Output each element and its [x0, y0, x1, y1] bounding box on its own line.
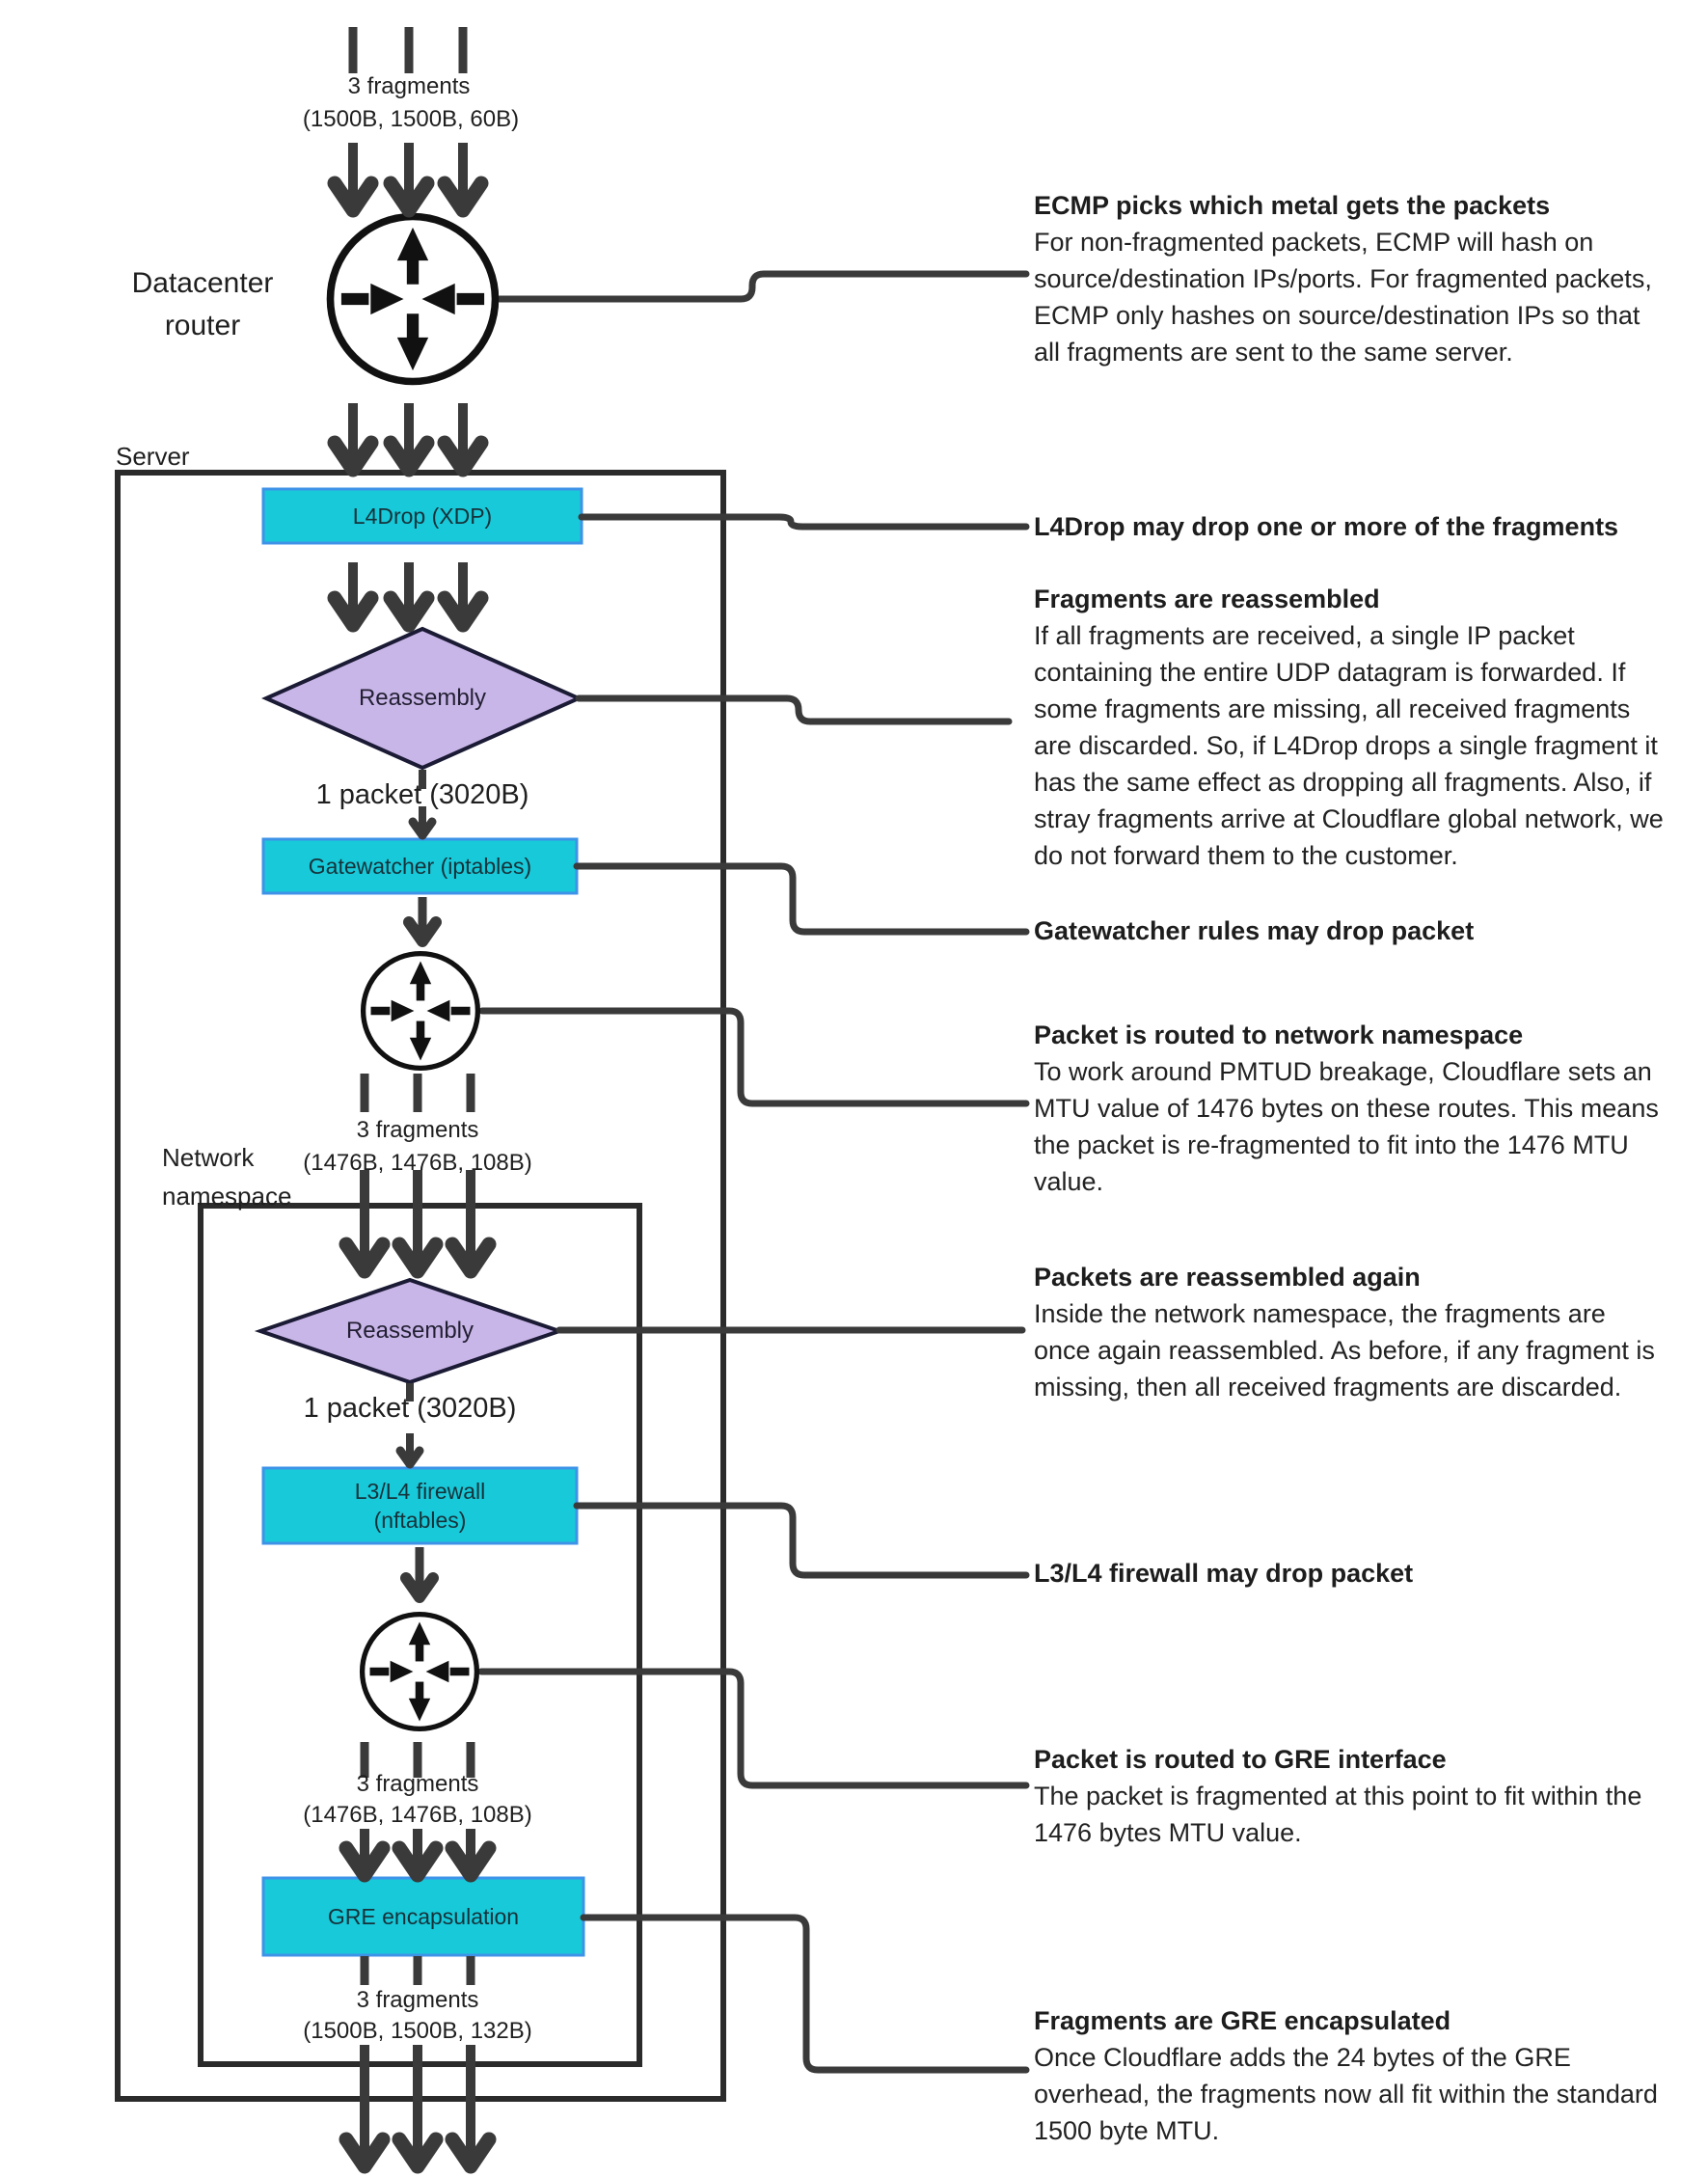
datacenter-router-label: Datacenter router	[131, 267, 274, 341]
gre-encapsulation-label: GRE encapsulation	[327, 1903, 520, 1929]
annotation-gre-encap	[1034, 2002, 1666, 2149]
connector-l4drop	[582, 517, 1026, 527]
connector-ecmp	[500, 274, 1026, 299]
annotation-body: Once Cloudflare adds the 24 bytes of the GRE overhead, the fragments now all fit within the standard 1500 byte MTU.	[1034, 2043, 1658, 2145]
network-namespace-label: Network namespace	[162, 1143, 292, 1211]
connector-gre	[583, 1918, 1026, 2070]
fragments-sizes-top: (1500B, 1500B, 60B)	[302, 106, 520, 132]
annotation-netns-route	[1034, 1017, 1666, 1200]
annotation-reassembled	[1034, 581, 1666, 874]
l3l4-firewall-label-line2: (nftables)	[373, 1508, 467, 1533]
annotation-gre-route	[1034, 1741, 1666, 1851]
annotation-heading: L4Drop may drop one or more of the fragments	[1034, 512, 1619, 541]
route-lookup-icon-1	[364, 954, 478, 1069]
annotation-heading: ECMP picks which metal gets the packets	[1034, 191, 1551, 220]
fragments-label-3: 3 fragments	[356, 1771, 479, 1797]
annotation-l3l4	[1034, 1555, 1666, 1592]
l3l4-firewall-label	[263, 1468, 577, 1543]
server-label: Server	[116, 442, 190, 471]
annotation-body: If all fragments are received, a single IP packet containing the entire UDP datagram is forwarded. If some fragments are missing, all received fragments are discarded. So, if L4Drop drops a single fragment it has the same effect as dropping all fragments. Also, if stray fragments arrive at Cloudflare global network, we do not forward them to the customer.	[1034, 621, 1664, 870]
reassembly-2-label: Reassembly	[345, 1318, 474, 1344]
fragments-label-2: 3 fragments	[356, 1117, 479, 1143]
annotation-body: To work around PMTUD breakage, Cloudflare sets an MTU value of 1476 bytes on these routes. This means the packet is re-fragmented to fit into the 1476 MTU value.	[1034, 1057, 1659, 1196]
annotation-heading: Fragments are GRE encapsulated	[1034, 2006, 1451, 2035]
gatewatcher-label: Gatewatcher (iptables)	[308, 853, 532, 879]
annotation-heading: Packets are reassembled again	[1034, 1263, 1421, 1292]
packet-2-label: 1 packet (3020B)	[303, 1393, 517, 1424]
connector-gatewatcher	[577, 866, 1026, 932]
packet-1-label: 1 packet (3020B)	[315, 779, 529, 810]
annotation-heading: Gatewatcher rules may drop packet	[1034, 916, 1475, 945]
route-lookup-icon-2	[363, 1615, 477, 1729]
l4drop-label: L4Drop (XDP)	[352, 503, 493, 529]
fragments-label-top: 3 fragments	[347, 73, 471, 99]
reassembly-1-label: Reassembly	[358, 685, 487, 711]
connector-reassembly-1	[579, 698, 1009, 721]
connector-router-2	[482, 1011, 1026, 1103]
annotation-l4drop	[1034, 508, 1666, 545]
annotation-body: Inside the network namespace, the fragments are once again reassembled. As before, if any fragment is missing, then all received fragments are discarded.	[1034, 1299, 1655, 1401]
connector-l3l4	[577, 1506, 1026, 1575]
annotation-body: The packet is fragmented at this point to fit within the 1476 bytes MTU value.	[1034, 1782, 1642, 1847]
annotation-body: For non-fragmented packets, ECMP will hash on source/destination IPs/ports. For fragmented packets, ECMP only hashes on source/destination IPs so that all fragments are sent to the same server.	[1034, 228, 1652, 367]
annotation-reassembled-again	[1034, 1259, 1666, 1405]
l3l4-firewall-label-line1: L3/L4 firewall	[354, 1479, 486, 1504]
connector-router-3	[481, 1672, 1026, 1785]
fragments-sizes-3: (1476B, 1476B, 108B)	[303, 1802, 532, 1828]
annotation-heading: Fragments are reassembled	[1034, 585, 1380, 613]
annotation-heading: L3/L4 firewall may drop packet	[1034, 1559, 1414, 1588]
annotation-gatewatcher	[1034, 912, 1666, 949]
annotation-heading: Packet is routed to GRE interface	[1034, 1745, 1447, 1774]
datacenter-router-icon	[331, 217, 496, 382]
annotation-ecmp	[1034, 187, 1666, 370]
fragments-label-4: 3 fragments	[356, 1987, 479, 2013]
fragments-sizes-2: (1476B, 1476B, 108B)	[303, 1150, 532, 1176]
annotation-heading: Packet is routed to network namespace	[1034, 1020, 1524, 1049]
fragments-sizes-4: (1500B, 1500B, 132B)	[303, 2018, 532, 2044]
